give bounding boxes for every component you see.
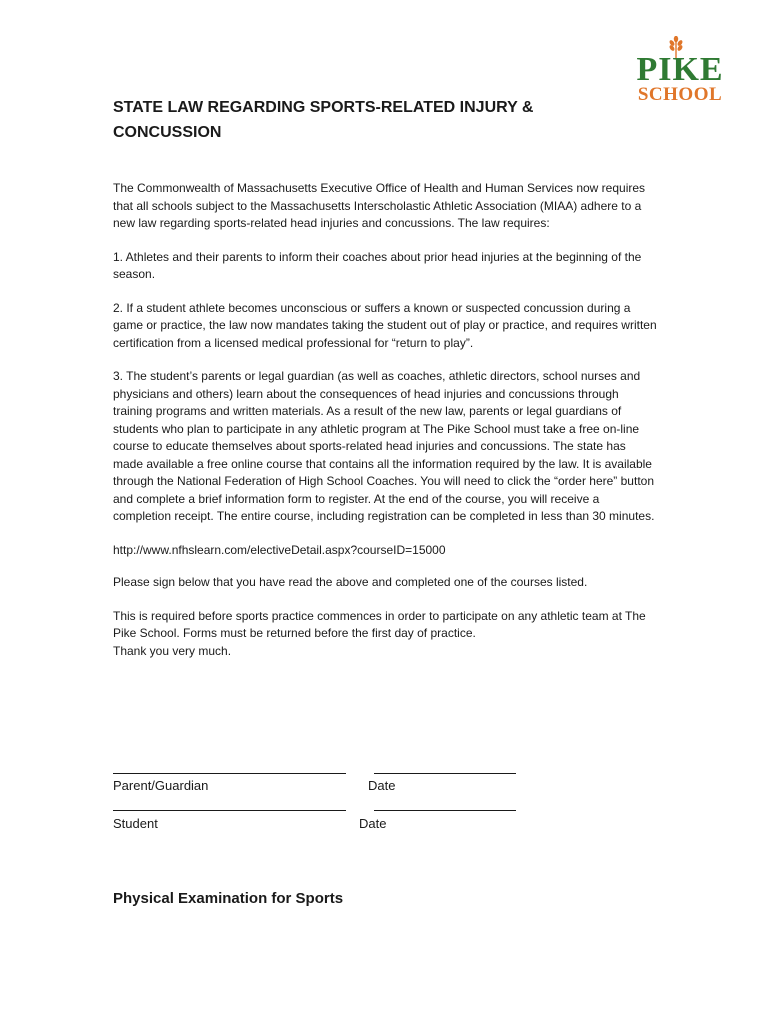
closing-paragraph: This is required before sports practice commences in order to participate on any athletic team at The Pike School. Forms must be returned before the first day of practice. (113, 608, 646, 640)
course-url: http://www.nfhslearn.com/electiveDetail.aspx?courseID=15000 (113, 542, 446, 557)
pike-school-logo (628, 36, 732, 108)
document-title: STATE LAW REGARDING SPORTS-RELATED INJURY & CONCUSSION (113, 99, 534, 141)
requirement-3: 3. The student’s parents or legal guardian (as well as coaches, athletic directors, school nurses and physicians and others) learn about the consequences of head injuries and concussions through training programs and written materials. As a result of the new law, parents or legal guardians of students who plan to participate in any athletic program at The Pike School must take a free on-line course to educate themselves about sports-related head injuries and concussions. The state has made available a free online course that contains all the information required by the law. It is available through the National Federation of High School Coaches. You will need to click the “order here” button and complete a brief information form to register. At the end of the course, you will receive a completion receipt. The entire course, including registration can be completed in less than 30 minutes. (113, 369, 655, 523)
document-body (113, 180, 658, 676)
intro-paragraph: The Commonwealth of Massachusetts Executive Office of Health and Human Services now requires that all schools subject to the Massachusetts Interscholastic Athletic Association (MIAA) adhere to a new law regarding sports-related head injuries and concussions. The law requires: (113, 181, 646, 230)
student-signature-label: Student (113, 816, 158, 831)
physical-exam-heading: Physical Examination for Sports (113, 890, 344, 907)
logo-pike-text: PIKE (636, 51, 724, 88)
sign-request: Please sign below that you have read the above and completed one of the courses listed. (113, 575, 588, 589)
parent-date-line[interactable] (374, 773, 516, 774)
thanks-line: Thank you very much. (113, 643, 232, 658)
requirement-2: 2. If a student athlete becomes unconscious or suffers a known or suspected concussion during a game or practice, the law now mandates taking the student out of play or practice, and requires written certification from a licensed medical professional for “return to play”. (113, 300, 657, 350)
logo-school-text: SCHOOL (637, 84, 723, 105)
student-signature-line[interactable] (113, 810, 346, 811)
student-date-label: Date (359, 816, 387, 831)
student-date-line[interactable] (374, 810, 516, 811)
parent-signature-line[interactable] (113, 773, 346, 774)
requirement-1: 1. Athletes and their parents to inform their coaches about prior head injuries at the beginning of the season. (113, 249, 642, 281)
parent-date-label: Date (368, 778, 396, 793)
parent-signature-label: Parent/Guardian (113, 778, 209, 793)
